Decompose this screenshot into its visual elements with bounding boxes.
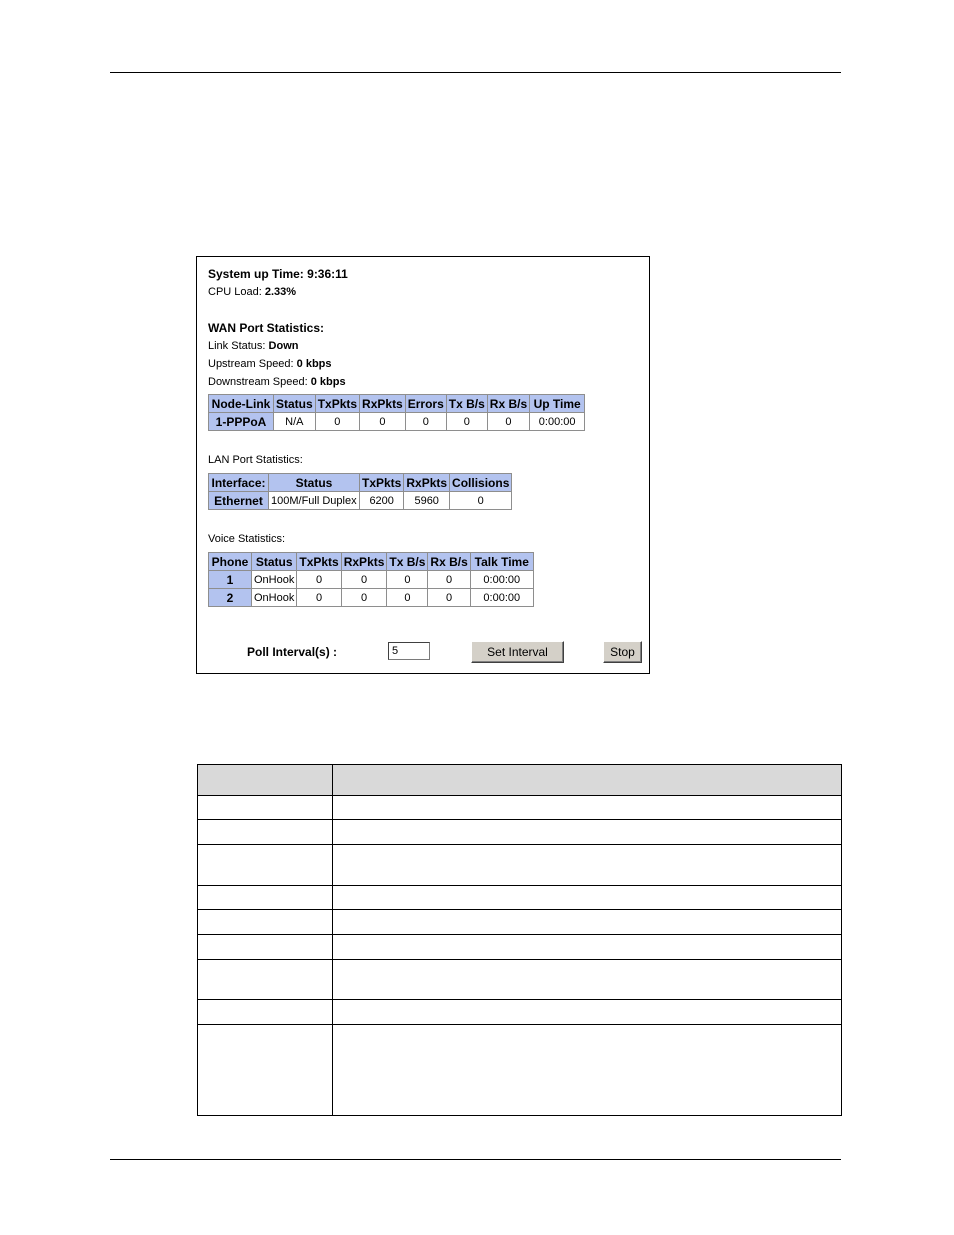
footer-rule xyxy=(110,1159,841,1160)
table-cell: 0 xyxy=(428,571,470,589)
table-row xyxy=(209,413,585,431)
table-cell: 1 xyxy=(209,571,252,589)
table-cell: 0:00:00 xyxy=(470,571,533,589)
table-row xyxy=(209,589,534,607)
column-header: Tx B/s xyxy=(446,395,487,413)
lan-table xyxy=(208,473,512,510)
table-row xyxy=(209,571,534,589)
column-header: Rx B/s xyxy=(487,395,529,413)
system-uptime: System up Time: 9:36:11 xyxy=(208,267,348,281)
wan-upstream-speed: Upstream Speed: 0 kbps xyxy=(208,358,332,370)
set-interval-button[interactable]: Set Interval xyxy=(471,641,564,663)
column-header: Rx B/s xyxy=(428,553,470,571)
table-cell: 0 xyxy=(387,571,428,589)
table-cell: 5960 xyxy=(404,492,450,510)
description-table xyxy=(197,764,842,1116)
table-cell: 0:00:00 xyxy=(470,589,533,607)
column-header: Talk Time xyxy=(470,553,533,571)
table-cell: Ethernet xyxy=(209,492,269,510)
table-cell: 0 xyxy=(341,571,387,589)
header-rule xyxy=(110,72,841,73)
column-header: Up Time xyxy=(530,395,585,413)
table-cell: 2 xyxy=(209,589,252,607)
table-cell: 0 xyxy=(446,413,487,431)
table-cell: 1-PPPoA xyxy=(209,413,274,431)
table-cell: OnHook xyxy=(252,571,297,589)
table-row xyxy=(198,845,842,886)
table-header-row xyxy=(209,474,512,492)
table-cell: OnHook xyxy=(252,589,297,607)
table-cell: 0:00:00 xyxy=(530,413,585,431)
stop-button[interactable]: Stop xyxy=(603,641,642,663)
column-header: Phone xyxy=(209,553,252,571)
table-cell: 0 xyxy=(487,413,529,431)
table-cell: 0 xyxy=(405,413,446,431)
column-header: RxPkts xyxy=(404,474,450,492)
table-cell: N/A xyxy=(274,413,316,431)
table-row xyxy=(198,1000,842,1025)
wan-title: WAN Port Statistics: xyxy=(208,321,325,335)
lan-title: LAN Port Statistics: xyxy=(208,454,303,466)
column-header: Status xyxy=(274,395,316,413)
column-header: TxPkts xyxy=(315,395,359,413)
column-header: Interface: xyxy=(209,474,269,492)
table-cell: 100M/Full Duplex xyxy=(269,492,360,510)
table-row xyxy=(198,886,842,910)
wan-table xyxy=(208,394,585,431)
column-header: TxPkts xyxy=(297,553,341,571)
cpu-load: CPU Load: 2.33% xyxy=(208,286,297,298)
table-cell: 6200 xyxy=(360,492,404,510)
wan-downstream-speed: Downstream Speed: 0 kbps xyxy=(208,376,346,388)
column-header: Errors xyxy=(405,395,446,413)
table-cell: 0 xyxy=(360,413,406,431)
column-header: Status xyxy=(269,474,360,492)
column-header: Tx B/s xyxy=(387,553,428,571)
table-cell: 0 xyxy=(450,492,512,510)
table-header-row xyxy=(209,395,585,413)
table-cell: 0 xyxy=(341,589,387,607)
table-cell: 0 xyxy=(387,589,428,607)
column-header: Status xyxy=(252,553,297,571)
table-row xyxy=(198,910,842,935)
table-header-row xyxy=(198,765,842,796)
voice-title: Voice Statistics: xyxy=(208,533,286,545)
wan-link-status: Link Status: Down xyxy=(208,340,299,352)
column-header: RxPkts xyxy=(360,395,406,413)
table-row xyxy=(198,820,842,845)
table-cell: 0 xyxy=(297,589,341,607)
table-row xyxy=(209,492,512,510)
poll-interval-input[interactable] xyxy=(388,642,430,660)
table-row xyxy=(198,796,842,820)
table-cell: 0 xyxy=(428,589,470,607)
voice-table xyxy=(208,552,534,607)
column-header: TxPkts xyxy=(360,474,404,492)
column-header: Collisions xyxy=(450,474,512,492)
table-row xyxy=(198,1025,842,1116)
column-header: RxPkts xyxy=(341,553,387,571)
table-cell: 0 xyxy=(297,571,341,589)
table-cell: 0 xyxy=(315,413,359,431)
table-header-row xyxy=(209,553,534,571)
poll-interval-label: Poll Interval(s) : xyxy=(247,645,338,659)
statistics-window xyxy=(196,256,650,674)
table-row xyxy=(198,960,842,1000)
table-row xyxy=(198,935,842,960)
column-header: Node-Link xyxy=(209,395,274,413)
